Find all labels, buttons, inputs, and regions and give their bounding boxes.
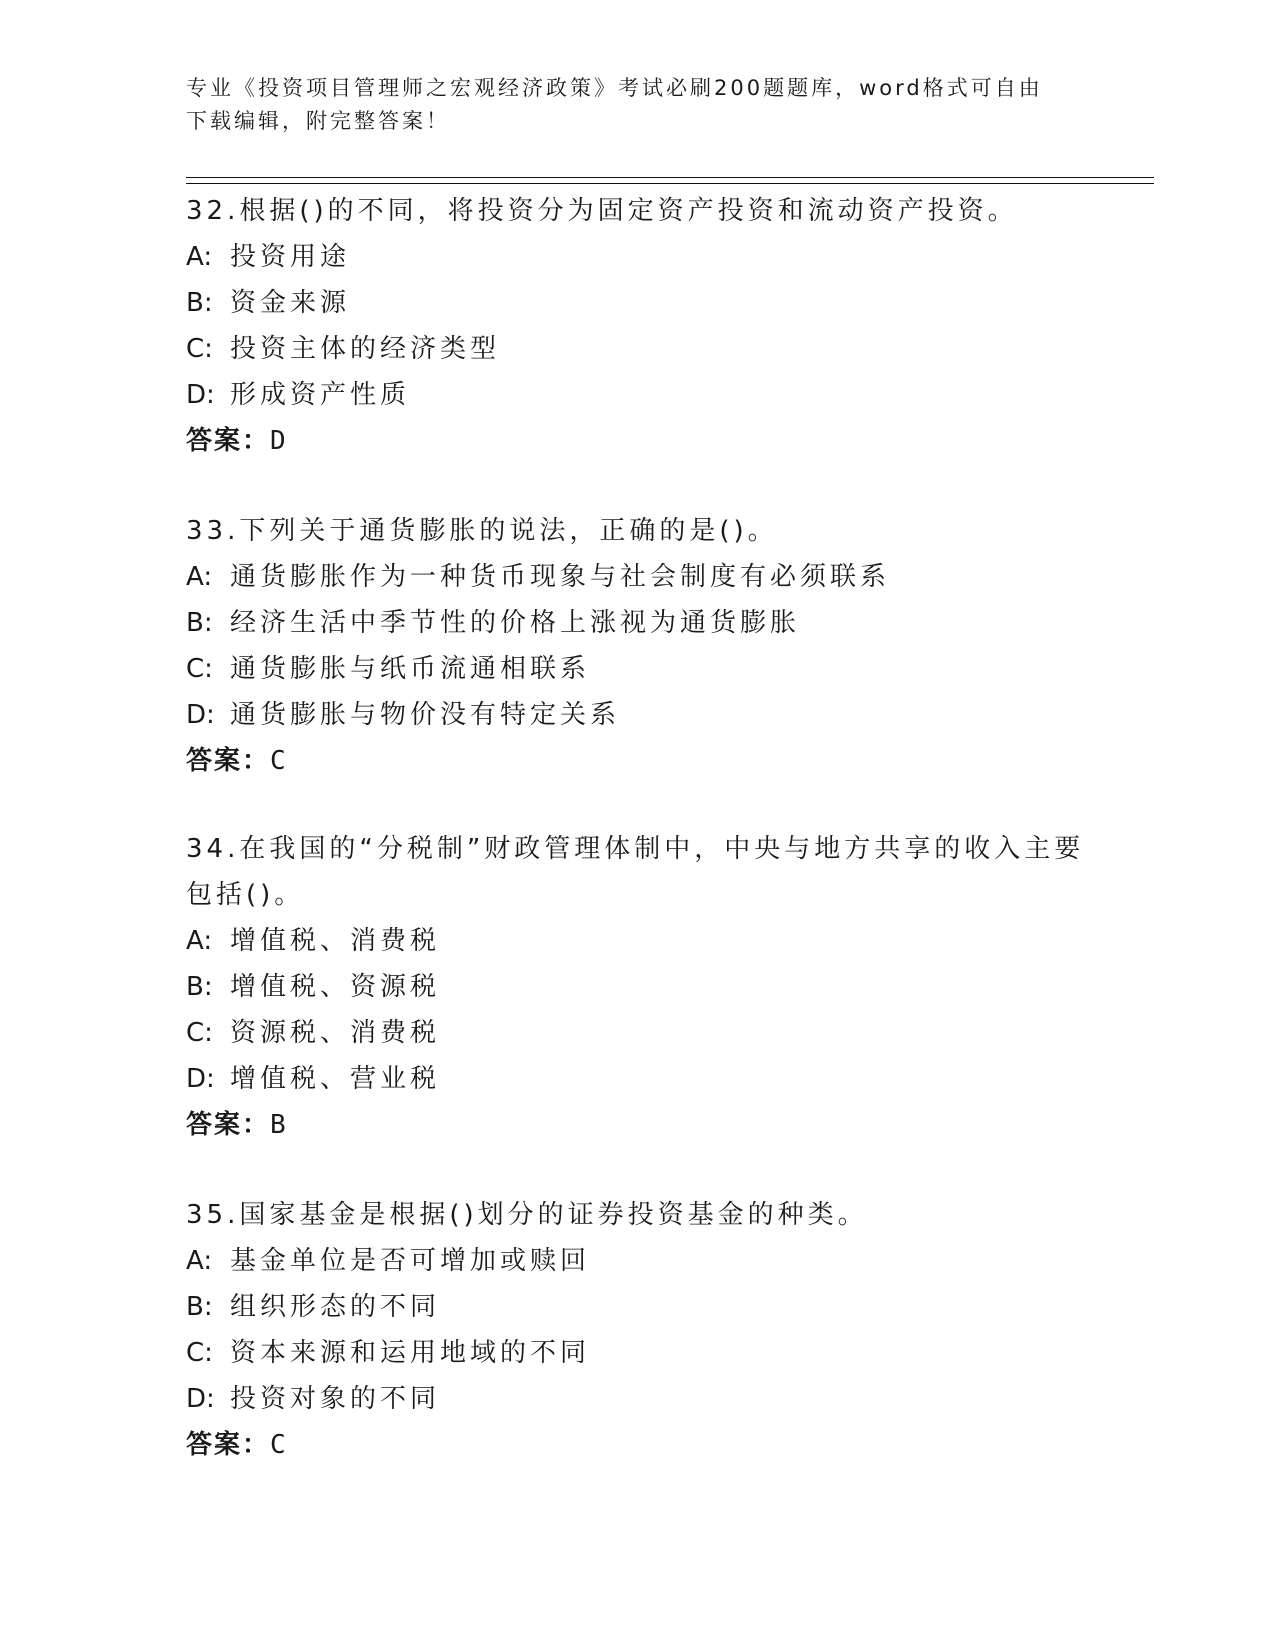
option-a — [186, 1238, 1086, 1284]
option-text: 形成资产性质 — [230, 380, 411, 410]
option-text: 投资对象的不同 — [230, 1384, 441, 1414]
option-b — [186, 964, 1086, 1010]
answer-line — [186, 1102, 1086, 1148]
answer-value: B — [270, 1110, 288, 1140]
option-d — [186, 372, 1086, 418]
option-a — [186, 554, 1086, 600]
option-c — [186, 326, 1086, 372]
option-letter: B: — [186, 1292, 213, 1322]
question-stem: 33.下列关于通货膨胀的说法，正确的是()。 — [186, 516, 778, 546]
option-letter: D: — [186, 380, 215, 410]
answer-value: C — [270, 746, 288, 776]
header-divider-bottom — [186, 183, 1154, 184]
option-letter: C: — [186, 334, 213, 364]
option-text: 资源税、消费税 — [230, 1018, 441, 1048]
option-text: 组织形态的不同 — [230, 1292, 441, 1322]
option-letter: D: — [186, 1384, 215, 1414]
question-stem-line-2: 包括()。 — [186, 880, 305, 910]
option-d — [186, 692, 1086, 738]
option-letter: A: — [186, 242, 213, 272]
answer-value: D — [270, 426, 288, 456]
option-text: 通货膨胀与物价没有特定关系 — [230, 700, 621, 730]
option-c — [186, 1330, 1086, 1376]
option-text: 资本来源和运用地域的不同 — [230, 1338, 591, 1368]
option-text: 基金单位是否可增加或赎回 — [230, 1246, 591, 1276]
question-34 — [186, 826, 1086, 1148]
answer-label: 答案： — [186, 746, 271, 776]
option-letter: B: — [186, 288, 213, 318]
question-stem: 35.国家基金是根据()划分的证券投资基金的种类。 — [186, 1200, 868, 1230]
option-text: 投资主体的经济类型 — [230, 334, 501, 364]
question-stem-line-1: 34.在我国的“分税制”财政管理体制中，中央与地方共享的收入主要 — [186, 834, 1085, 864]
option-c — [186, 646, 1086, 692]
option-text: 增值税、资源税 — [230, 972, 441, 1002]
option-letter: C: — [186, 654, 213, 684]
option-text: 经济生活中季节性的价格上涨视为通货膨胀 — [230, 608, 801, 638]
option-letter: A: — [186, 926, 213, 956]
option-text: 增值税、营业税 — [230, 1064, 441, 1094]
option-letter: C: — [186, 1338, 213, 1368]
answer-line — [186, 418, 1086, 464]
option-letter: A: — [186, 562, 213, 592]
answer-line — [186, 738, 1086, 784]
answer-line — [186, 1422, 1086, 1468]
answer-label: 答案： — [186, 426, 271, 456]
option-text: 增值税、消费税 — [230, 926, 441, 956]
option-text: 资金来源 — [230, 288, 351, 318]
header-divider-top — [186, 177, 1154, 178]
option-text: 通货膨胀作为一种货币现象与社会制度有必须联系 — [230, 562, 891, 592]
option-b — [186, 600, 1086, 646]
option-letter: D: — [186, 700, 215, 730]
option-a — [186, 234, 1086, 280]
option-a — [186, 918, 1086, 964]
option-d — [186, 1056, 1086, 1102]
option-letter: A: — [186, 1246, 213, 1276]
option-c — [186, 1010, 1086, 1056]
option-b — [186, 1284, 1086, 1330]
header-line-1: 专业《投资项目管理师之宏观经济政策》考试必刷200题题库，word格式可自由 — [186, 76, 1043, 100]
question-stem: 32.根据()的不同，将投资分为固定资产投资和流动资产投资。 — [186, 196, 1018, 226]
answer-label: 答案： — [186, 1110, 271, 1140]
option-d — [186, 1376, 1086, 1422]
header-line-2: 下载编辑，附完整答案！ — [186, 109, 450, 133]
question-32 — [186, 188, 1086, 464]
option-letter: D: — [186, 1064, 215, 1094]
question-33 — [186, 508, 1086, 784]
document-header — [186, 72, 1086, 138]
option-letter: C: — [186, 1018, 213, 1048]
option-letter: B: — [186, 972, 213, 1002]
option-text: 投资用途 — [230, 242, 351, 272]
answer-value: C — [270, 1430, 288, 1460]
question-35 — [186, 1192, 1086, 1468]
option-text: 通货膨胀与纸币流通相联系 — [230, 654, 591, 684]
answer-label: 答案： — [186, 1430, 271, 1460]
option-b — [186, 280, 1086, 326]
option-letter: B: — [186, 608, 213, 638]
